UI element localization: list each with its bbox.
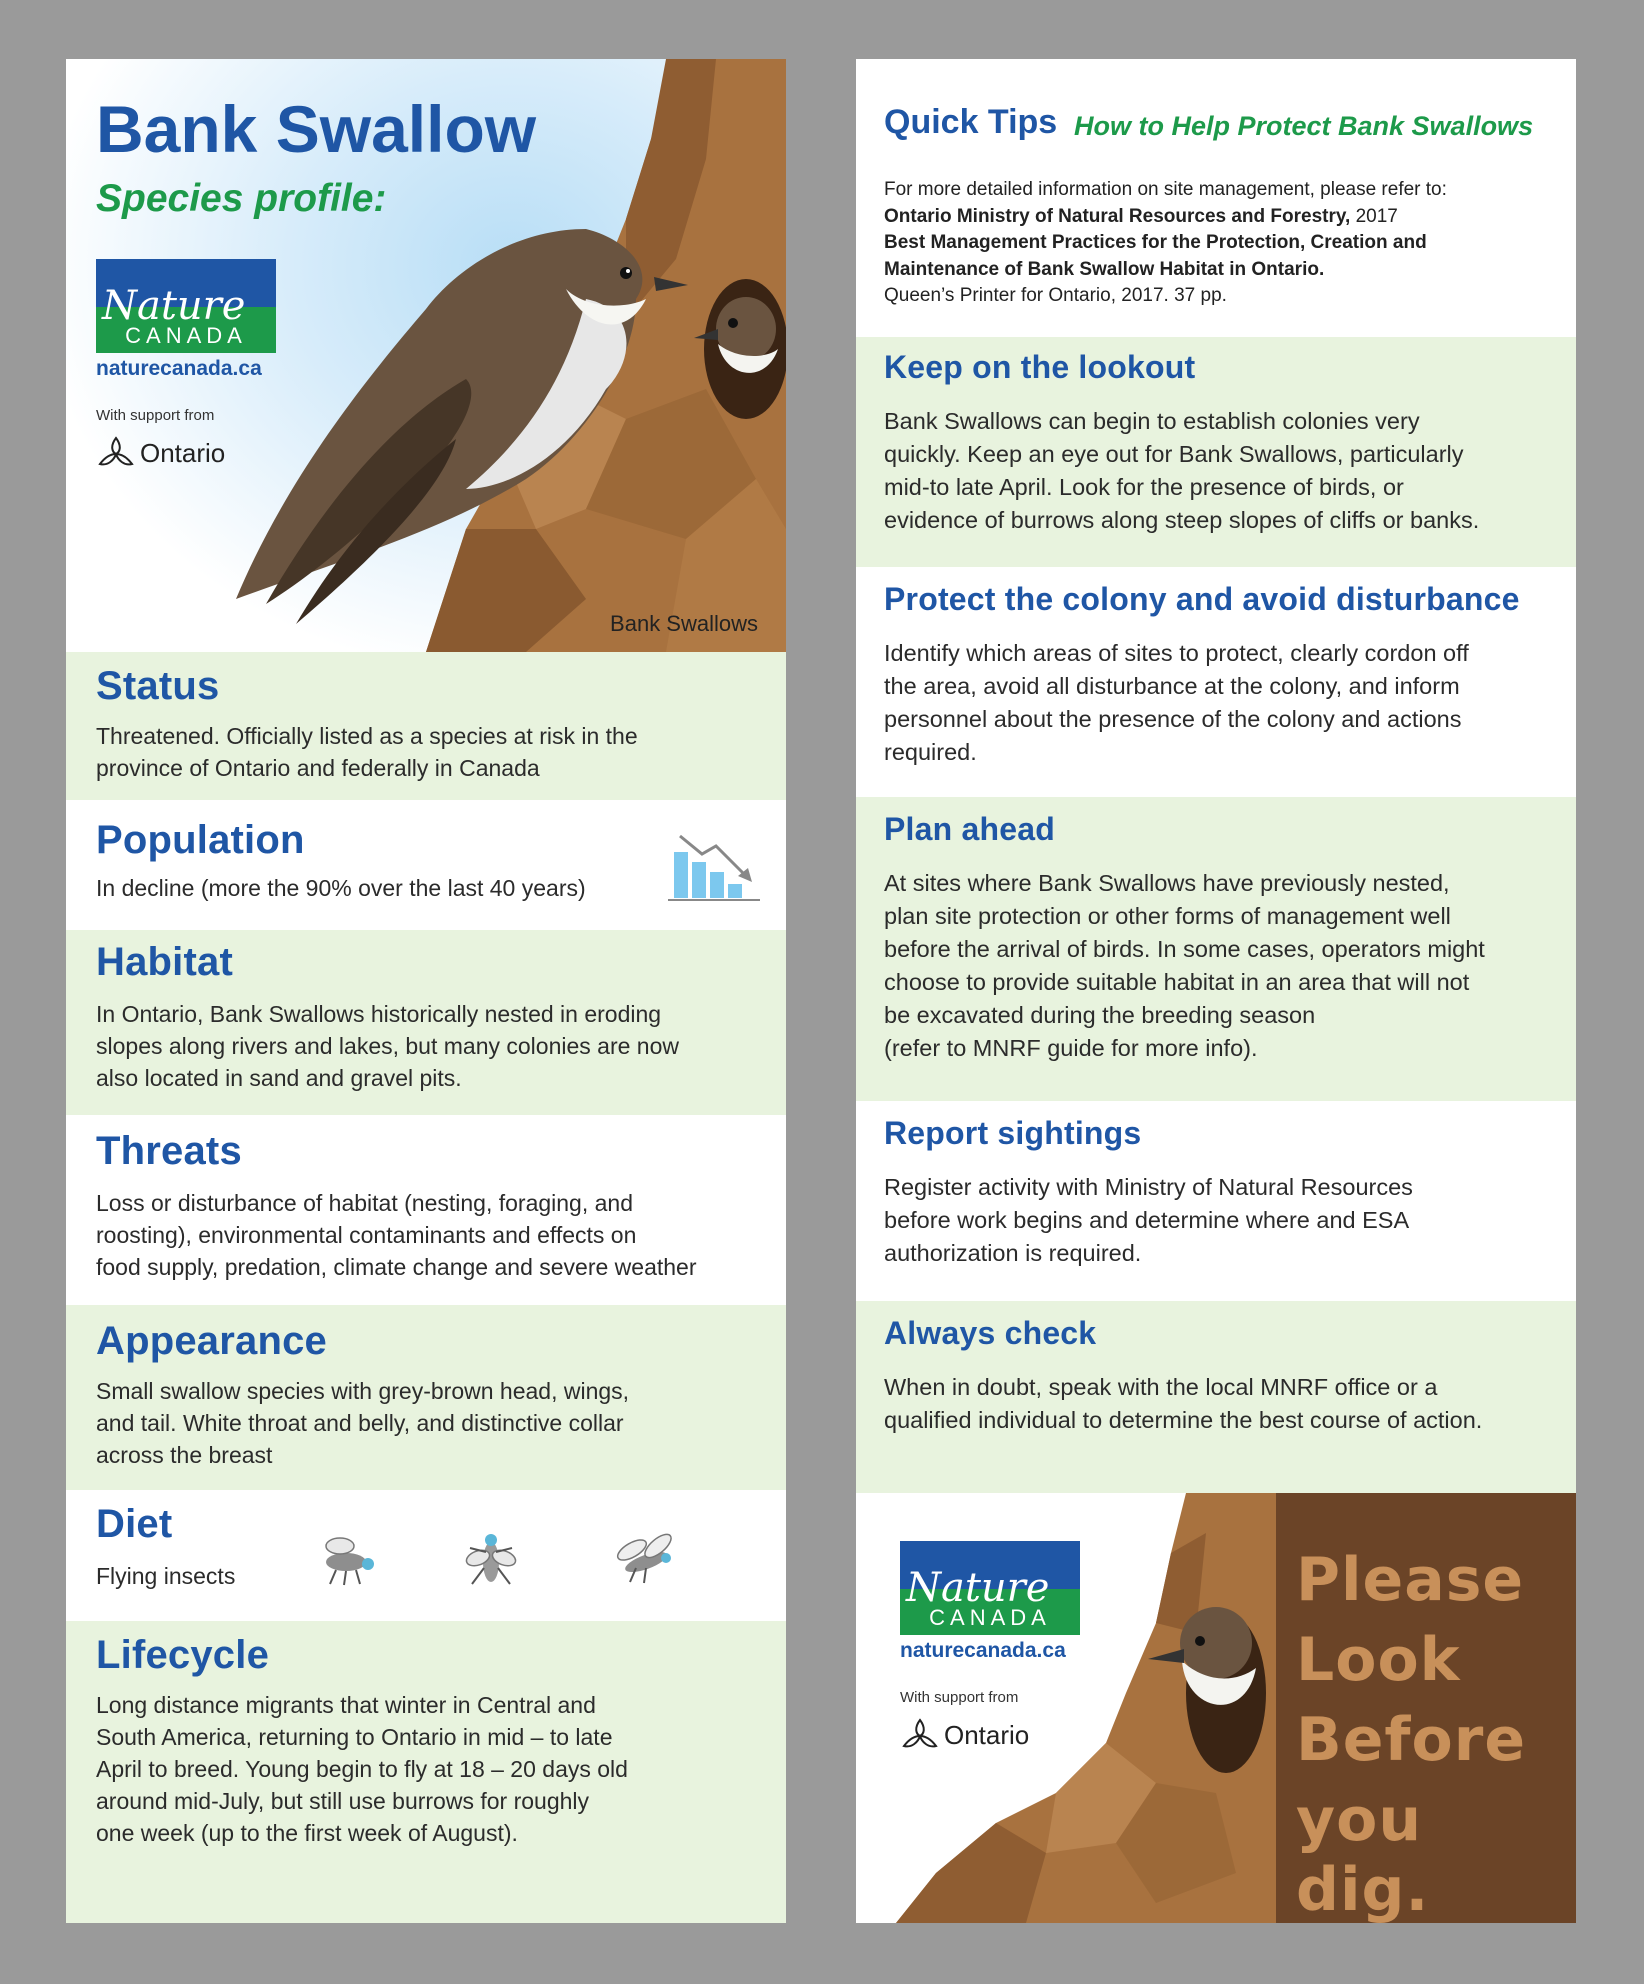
slogan-line-3: Before	[1296, 1705, 1527, 1775]
status-text: Threatened. Officially listed as a species at risk in the province of Ontario and federally in Canada	[96, 723, 638, 781]
diet-section	[66, 1490, 786, 1621]
appearance-heading: Appearance	[96, 1319, 327, 1363]
tip-plan-heading: Plan ahead	[884, 811, 1055, 847]
logo-url-footer[interactable]: naturecanada.ca	[900, 1639, 1066, 1662]
lifecycle-text: Long distance migrants that winter in Central and South America, returning to Ontario in mid – to late April to breed. Young begin to fly at 18 – 20 days old around mid-July, but still use burrows for roughly one week (up to the first week of August).	[96, 1692, 628, 1846]
logo-url[interactable]: naturecanada.ca	[96, 357, 262, 380]
habitat-heading: Habitat	[96, 940, 233, 984]
logo-country: CANADA	[125, 323, 247, 348]
logo-word: Nature	[102, 283, 246, 329]
population-section	[66, 800, 786, 930]
ontario-logo-footer: Ontario	[900, 1718, 1080, 1752]
threats-text: Loss or disturbance of habitat (nesting, foraging, and roosting), environmental contaminants and effects on food supply, predation, climate change and severe weather	[96, 1190, 697, 1280]
tip-protect-text: Identify which areas of sites to protect, clearly cordon off the area, avoid all disturbance at the colony, and inform personnel about the presence of the colony and actions required.	[884, 640, 1469, 765]
support-label: With support from	[96, 407, 215, 424]
tip-lookout-text: Bank Swallows can begin to establish colonies very quickly. Keep an eye out for Bank Swallows, particularly mid-to late April. Look for the presence of birds, or evidence of burrows along steep slopes of cliffs or banks.	[884, 408, 1480, 533]
mosquito-icon	[456, 1528, 526, 1588]
diet-heading: Diet	[96, 1502, 173, 1546]
reference-block: For more detailed information on site management, please refer to: Ontario Ministry of Natural Resources and Forestry, 2017 Best Management Practices for the Protection, Creation and Maintenance of Bank Swallow Habitat in Ontario. Queen’s Printer for Ontario, 2017. 37 pp.	[884, 179, 1447, 306]
logo-word-footer: Nature	[906, 1565, 1050, 1611]
tip-report-heading: Report sightings	[884, 1115, 1142, 1151]
bank-swallow-illustration	[66, 59, 786, 652]
gnat-icon	[606, 1528, 686, 1588]
tip-check	[856, 1301, 1576, 1493]
logo-country-footer: CANADA	[929, 1605, 1051, 1630]
lifecycle-heading: Lifecycle	[96, 1633, 270, 1677]
population-text: In decline (more the 90% over the last 40 years)	[96, 875, 586, 901]
fly-icon	[316, 1530, 386, 1590]
quick-tips-header	[856, 59, 1576, 337]
page-title: Bank Swallow	[96, 92, 537, 166]
slogan-line-1: Please	[1296, 1545, 1525, 1615]
tip-lookout-heading: Keep on the lookout	[884, 349, 1196, 385]
ontario-logo: Ontario	[96, 436, 276, 470]
threats-heading: Threats	[96, 1129, 242, 1173]
page-subtitle: Species profile:	[96, 177, 387, 220]
status-heading: Status	[96, 664, 220, 708]
population-heading: Population	[96, 818, 305, 862]
quick-tips-card	[856, 59, 1576, 1923]
please-look-banner	[856, 1493, 1576, 1923]
quick-tips-subtitle: How to Help Protect Bank Swallows	[1074, 111, 1534, 141]
tip-plan-text: At sites where Bank Swallows have previously nested, plan site protection or other forms of management well before the arrival of birds. In some cases, operators might choose to provide suitable habitat in an area that will not be excavated during the breeding season (refer to MNRF guide for more info).	[884, 870, 1485, 1061]
tip-report	[856, 1101, 1576, 1301]
support-label-footer: With support from	[900, 1689, 1019, 1706]
tip-plan	[856, 797, 1576, 1101]
nature-canada-logo-footer[interactable]	[900, 1541, 1080, 1752]
quick-tips-title: Quick Tips	[884, 103, 1058, 141]
hero-panel	[66, 59, 786, 652]
trillium-icon	[900, 1718, 940, 1752]
tip-check-text: When in doubt, speak with the local MNRF office or a qualified individual to determine the best course of action.	[884, 1374, 1483, 1433]
tip-lookout	[856, 337, 1576, 567]
species-profile-card	[66, 59, 786, 1923]
slogan-line-4: you dig.	[1296, 1785, 1430, 1923]
appearance-section	[66, 1305, 786, 1490]
status-section	[66, 652, 786, 800]
tip-protect	[856, 567, 1576, 797]
image-caption: Bank Swallows	[610, 611, 758, 636]
tip-report-text: Register activity with Ministry of Natural Resources before work begins and determine where and ESA authorization is required.	[884, 1174, 1413, 1266]
declining-chart-icon	[666, 832, 762, 904]
habitat-text: In Ontario, Bank Swallows historically nested in eroding slopes along rivers and lakes, but many colonies are now also located in sand and gravel pits.	[96, 1001, 679, 1091]
tip-protect-heading: Protect the colony and avoid disturbance	[884, 581, 1520, 617]
diet-text: Flying insects	[96, 1563, 236, 1589]
tip-check-heading: Always check	[884, 1315, 1097, 1351]
slogan-line-2: Look	[1296, 1625, 1461, 1695]
appearance-text: Small swallow species with grey-brown head, wings, and tail. White throat and belly, and distinctive collar across the breast	[96, 1378, 630, 1468]
lifecycle-section	[66, 1621, 786, 1923]
threats-section	[66, 1115, 786, 1305]
habitat-section	[66, 930, 786, 1115]
